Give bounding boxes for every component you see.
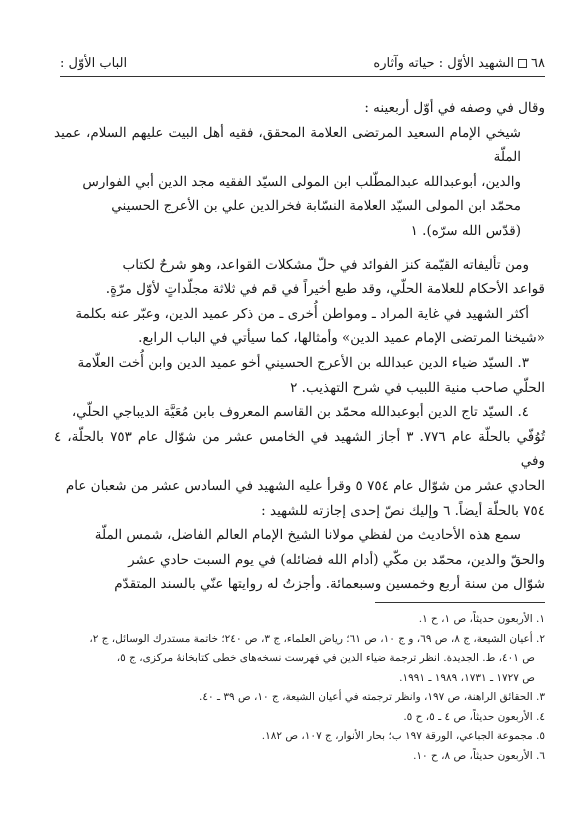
paragraph-line: ٧٥٤ بالحلّة أيضاً. ٦ وإليك نصّ إحدى إجازته للشهيد : <box>261 502 545 519</box>
quote-line: (قدّس الله سرّه). ١ <box>410 222 521 239</box>
footnote: ٦. الأربعون حديثاً، ص ٨، ح ١٠. <box>413 749 545 762</box>
quote-line: سمع هذه الأحاديث من لفظي مولانا الشيخ الإمام العالم الفاضل، شمس الملّة <box>94 527 521 544</box>
footnote: ١. الأربعون حديثاً، ص ١، ح ١. <box>418 613 545 625</box>
book-title: الشهيد الأوّل : حياته وآثاره <box>373 56 515 71</box>
paragraph: وقال في وصفه في أوّل أربعينه : <box>364 100 545 116</box>
footnotes <box>54 610 545 766</box>
quote-line: والدين، أبوعبدالله عبدالمطّلب ابن المولى السيّد الفقيه مجد الدين أبي الفوارس <box>82 173 521 190</box>
paragraph-line: الحادي عشر من شوّال عام ٧٥٤ ٥ وقرأ عليه الشهيد في السادس عشر من شعبان عام <box>65 477 545 494</box>
footnote-continuation: ص ١٧٢٧ ـ ١٧٣١، ١٩٨٩ ـ ١٩٩١. <box>399 671 535 684</box>
header-page-title <box>373 56 545 71</box>
quote-line: محمّد ابن المولى السيّد العلامة النسّابة فخرالدين علي بن الأعرج الحسيني <box>111 198 521 215</box>
footnote: ٣. الحقائق الراهنة، ص ١٩٧، وانظر ترجمته في أعيان الشيعة، ج ١٠، ص ٣٩ ـ ٤٠. <box>198 691 545 703</box>
chapter-label: الباب الأوّل : <box>60 56 128 71</box>
quote-line: والحقّ والدين، محمّد بن مكّي (أدام الله فضائله) في يوم السبت حادي عشر <box>128 551 545 568</box>
quote-line: شوّال من سنة أربع وخمسين وسبعمائة. وأجزتُ له روايتها عنّي بالسند المتقدّم <box>114 576 545 593</box>
paragraph-line: قواعد الأحكام للعلامة الحلّي، وقد طبع أخيراً في قم في ثلاثة مجلّداتٍ لأوّل مرّةٍ. <box>105 281 545 298</box>
running-header <box>60 52 545 77</box>
paragraph-line: تُوُفّي بالحلّة عام ٧٧٦. ٣ أجاز الشهيد في الخامس عشر من شوّال عام ٧٥٣ بالحلّة، ٤ وفي <box>54 428 545 470</box>
paragraph-line: الحلّي صاحب منية اللبيب في شرح التهذيب. ٢ <box>290 379 545 396</box>
square-ornament-icon <box>518 59 527 68</box>
footnote-divider <box>375 602 545 603</box>
footnote: ٤. الأربعون حديثاً، ص ٤ ـ ٥، ح ٥. <box>403 710 545 723</box>
list-item: ٤. السيّد تاج الدين أبوعبدالله محمّد بن القاسم المعروف بابن مُعَيَّة الديباجي الحلّي، <box>71 404 529 421</box>
page-number: ٦٨ <box>531 56 545 71</box>
footnote-continuation: ص ٤٠١، ط. الجديدة. انظر ترجمة ضياء الدين في فهرست نسخه‌هاى خطى كتابخانهٔ مركزى، ج ٥، <box>116 652 535 664</box>
paragraph: ومن تأليفاته القيّمة كنز الفوائد في حلّ مشكلات القواعد، وهو شرحٌ لكتاب <box>122 256 529 273</box>
paragraph-line: «شيخنا المرتضى الإمام عميد الدين» وأمثالها، كما سيأتي في الباب الرابع. <box>138 330 545 347</box>
footnote: ٥. مجموعة الجباعي، الورقة ١٩٧ ب؛ بحار الأنوار، ج ١٠٧، ص ١٨٢. <box>261 730 545 742</box>
paragraph: أكثر الشهيد في غاية المراد ـ ومواطن أُخرى ـ من ذكر عميد الدين، وعبّر عنه بكلمة <box>75 305 529 322</box>
main-text <box>54 96 545 597</box>
footnote: ٢. أعيان الشيعة، ج ٨، ص ٦٩، و ج ١٠، ص ٦١؛ رياض العلماء، ج ٣، ص ٢٤٠؛ خاتمة مستدرك الوسائل، ج ٢، <box>89 632 545 645</box>
quote-line: شيخي الإمام السعيد المرتضى العلامة المحقق، فقيه أهل البيت عليهم السلام، عميد الملّة <box>54 124 521 166</box>
list-item: ٣. السيّد ضياء الدين عبدالله بن الأعرج الحسيني أخو عميد الدين وابن أُخت العلّامة <box>77 354 529 371</box>
